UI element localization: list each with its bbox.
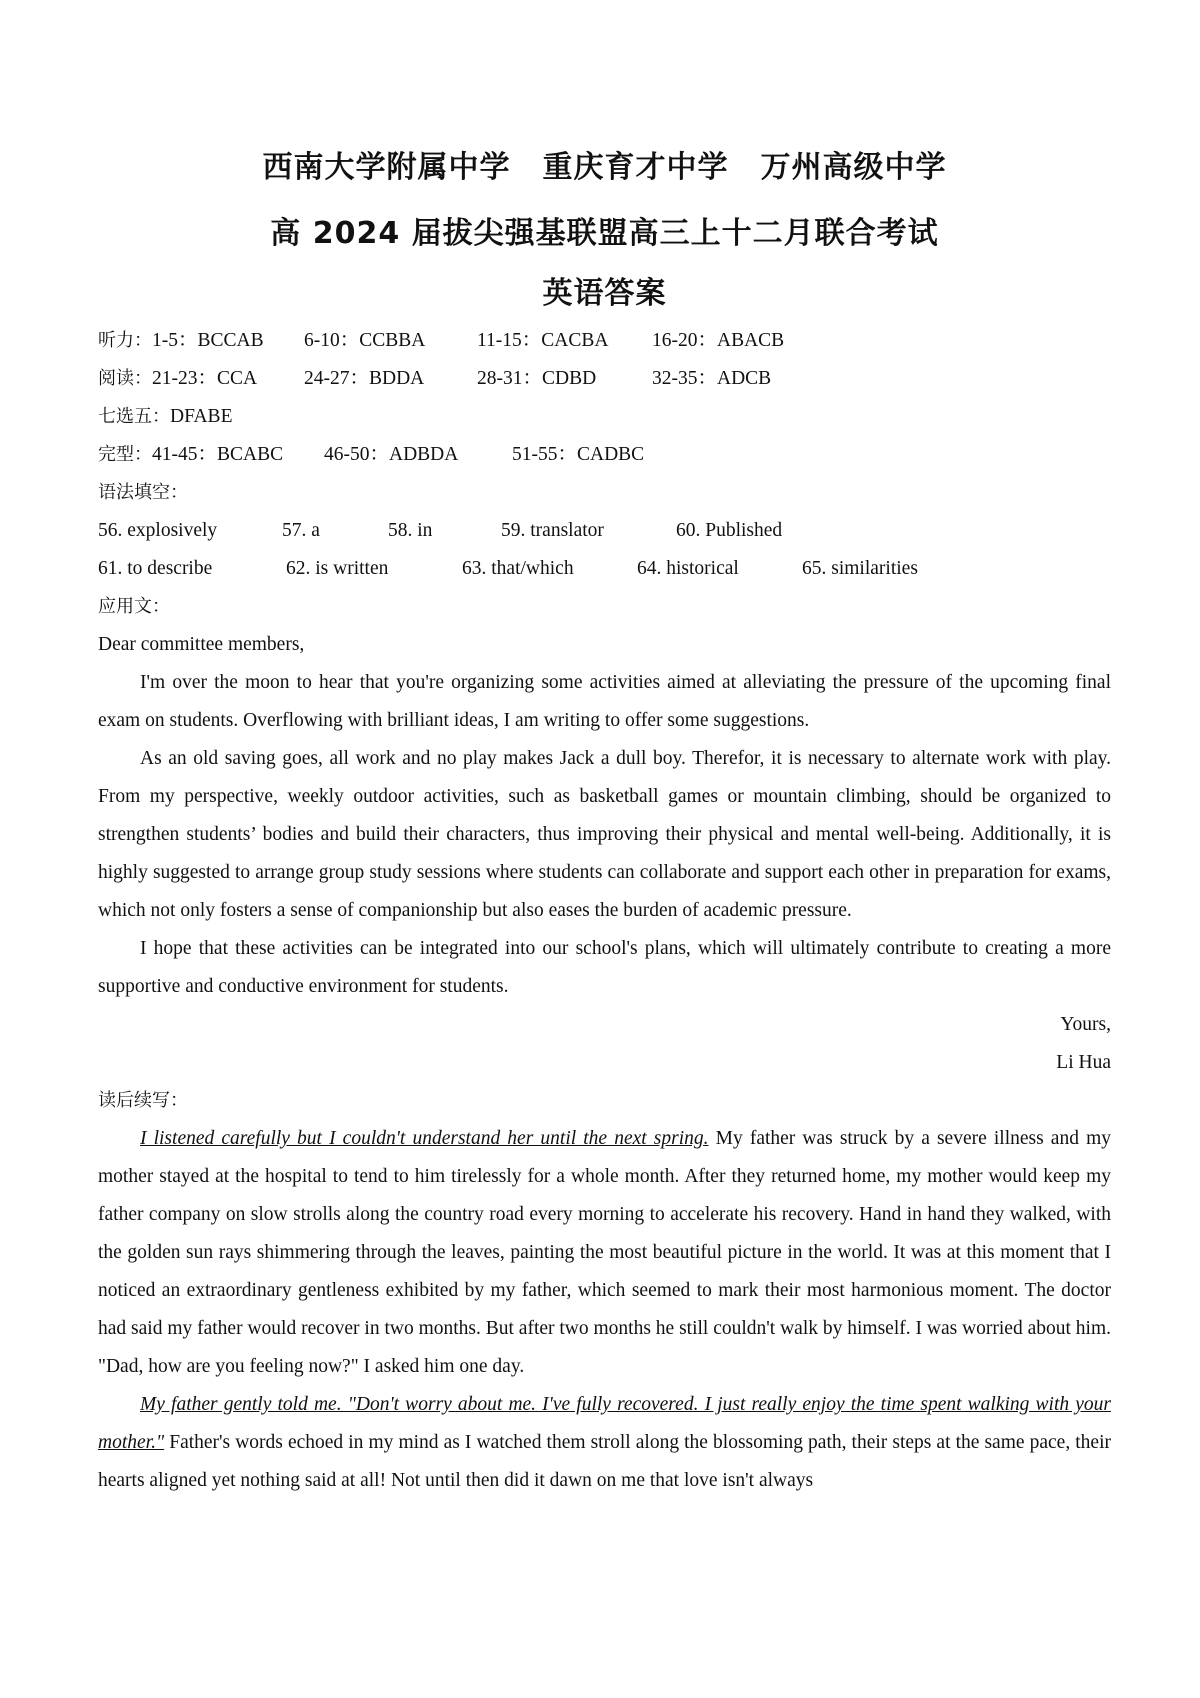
letter-paragraph: I hope that these activities can be integrated into our school's plans, which will ultimately contribute to creating a more supportive and conductive environment for students.: [98, 938, 1111, 997]
section-label: 完型：: [98, 444, 152, 465]
answer-group: 16-20：ABACB: [652, 330, 785, 351]
grammar-answer: 56. explosively: [98, 520, 218, 541]
answer-group: 1-5：BCCAB: [152, 330, 264, 351]
grammar-answer: 58. in: [388, 520, 433, 541]
letter-signature: Li Hua: [1056, 1052, 1111, 1073]
answer-group: 21-23：CCA: [152, 368, 258, 389]
grammar-answer: 57. a: [282, 520, 320, 541]
grammar-answer: 59. translator: [501, 520, 604, 541]
letter-paragraph: As an old saving goes, all work and no play makes Jack a dull boy. Therefor, it is necessary to alternate work with play. From my perspective, weekly outdoor activities, such as basketball games or mountain climbing, should be organized to strengthen students’ bodies and build their characters, thus improving their physical and mental well-being. Additionally, it is highly suggested to arrange group study sessions where students can collaborate and support each other in preparation for exams, which not only fosters a sense of companionship but also eases the burden of academic pressure.: [98, 748, 1111, 921]
answer-group: 46-50：ADBDA: [324, 444, 459, 465]
given-opening-sentence: I listened carefully but I couldn't understand her until the next spring.: [140, 1128, 709, 1149]
school-name: 重庆育才中学: [542, 150, 729, 185]
given-opening-sentence: My father gently told me. "Don't worry about me. I've fully recovered. I just really enjoy the time spent walking with your mother.": [98, 1394, 1111, 1453]
listening-answers: [98, 322, 1111, 360]
subject-title: 英语答案: [542, 276, 667, 311]
seven-five-answers: [98, 398, 1111, 436]
school-name: 西南大学附属中学: [262, 150, 511, 185]
grammar-answers-row: [98, 550, 1111, 588]
document-body: [98, 322, 1111, 1500]
answer-group: 28-31：CDBD: [477, 368, 597, 389]
section-label: 读后续写：: [98, 1090, 188, 1111]
grammar-answer: 61. to describe: [98, 558, 213, 579]
section-label: 阅读：: [98, 368, 152, 389]
section-label: 听力：: [98, 330, 152, 351]
school-names: [98, 142, 1111, 186]
paragraph-text: My father was struck by a severe illness and my mother stayed at the hospital to tend to him tirelessly for a whole month. After they returned home, my mother would keep my father company on slow strolls along the country road every morning to accelerate his recovery. Hand in hand they walked, with the golden sun rays shimmering through the leaves, painting the most beautiful picture in the world. It was at this moment that I noticed an extraordinary gentleness exhibited by my father, which seemed to mark their most harmonious moment. The doctor had said my father would recover in two months. But after two months he still couldn't walk by himself. I was worried about him. "Dad, how are you feeling now?" I asked him one day.: [98, 1128, 1111, 1377]
answer-group: 51-55：CADBC: [512, 444, 645, 465]
answer-group: 41-45：BCABC: [152, 444, 284, 465]
letter-paragraph: I'm over the moon to hear that you're organizing some activities aimed at alleviating the pressure of the upcoming final exam on students. Overflowing with brilliant ideas, I am writing to offer some suggestions.: [98, 672, 1111, 731]
grammar-answers-row: [98, 512, 1111, 550]
answer-group: 11-15：CACBA: [477, 330, 609, 351]
grammar-answer: 65. similarities: [802, 558, 918, 579]
paragraph-text: Father's words echoed in my mind as I watched them stroll along the blossoming path, their steps at the same pace, their hearts aligned yet nothing said at all! Not until then did it dawn on me that love isn't always: [98, 1432, 1111, 1491]
section-label: 七选五：: [98, 406, 170, 427]
cloze-answers: [98, 436, 1111, 474]
answer-group: DFABE: [170, 406, 233, 427]
letter-salutation: Dear committee members,: [98, 634, 305, 655]
grammar-answer: 62. is written: [286, 558, 389, 579]
grammar-answer: 63. that/which: [462, 558, 574, 579]
section-label: 应用文：: [98, 596, 170, 617]
grammar-answer: 64. historical: [637, 558, 739, 579]
reading-answers: [98, 360, 1111, 398]
answer-group: 24-27：BDDA: [304, 368, 425, 389]
section-label: 语法填空：: [98, 482, 188, 503]
letter-closing: Yours,: [1060, 1014, 1111, 1035]
continuation-paragraph: [98, 1386, 1111, 1500]
continuation-paragraph: [98, 1120, 1111, 1386]
answer-group: 6-10：CCBBA: [304, 330, 426, 351]
grammar-answer: 60. Published: [676, 520, 783, 541]
exam-title: 高 2024 届拔尖强基联盟高三上十二月联合考试: [270, 216, 939, 251]
school-name: 万州高级中学: [760, 150, 947, 185]
answer-group: 32-35：ADCB: [652, 368, 772, 389]
